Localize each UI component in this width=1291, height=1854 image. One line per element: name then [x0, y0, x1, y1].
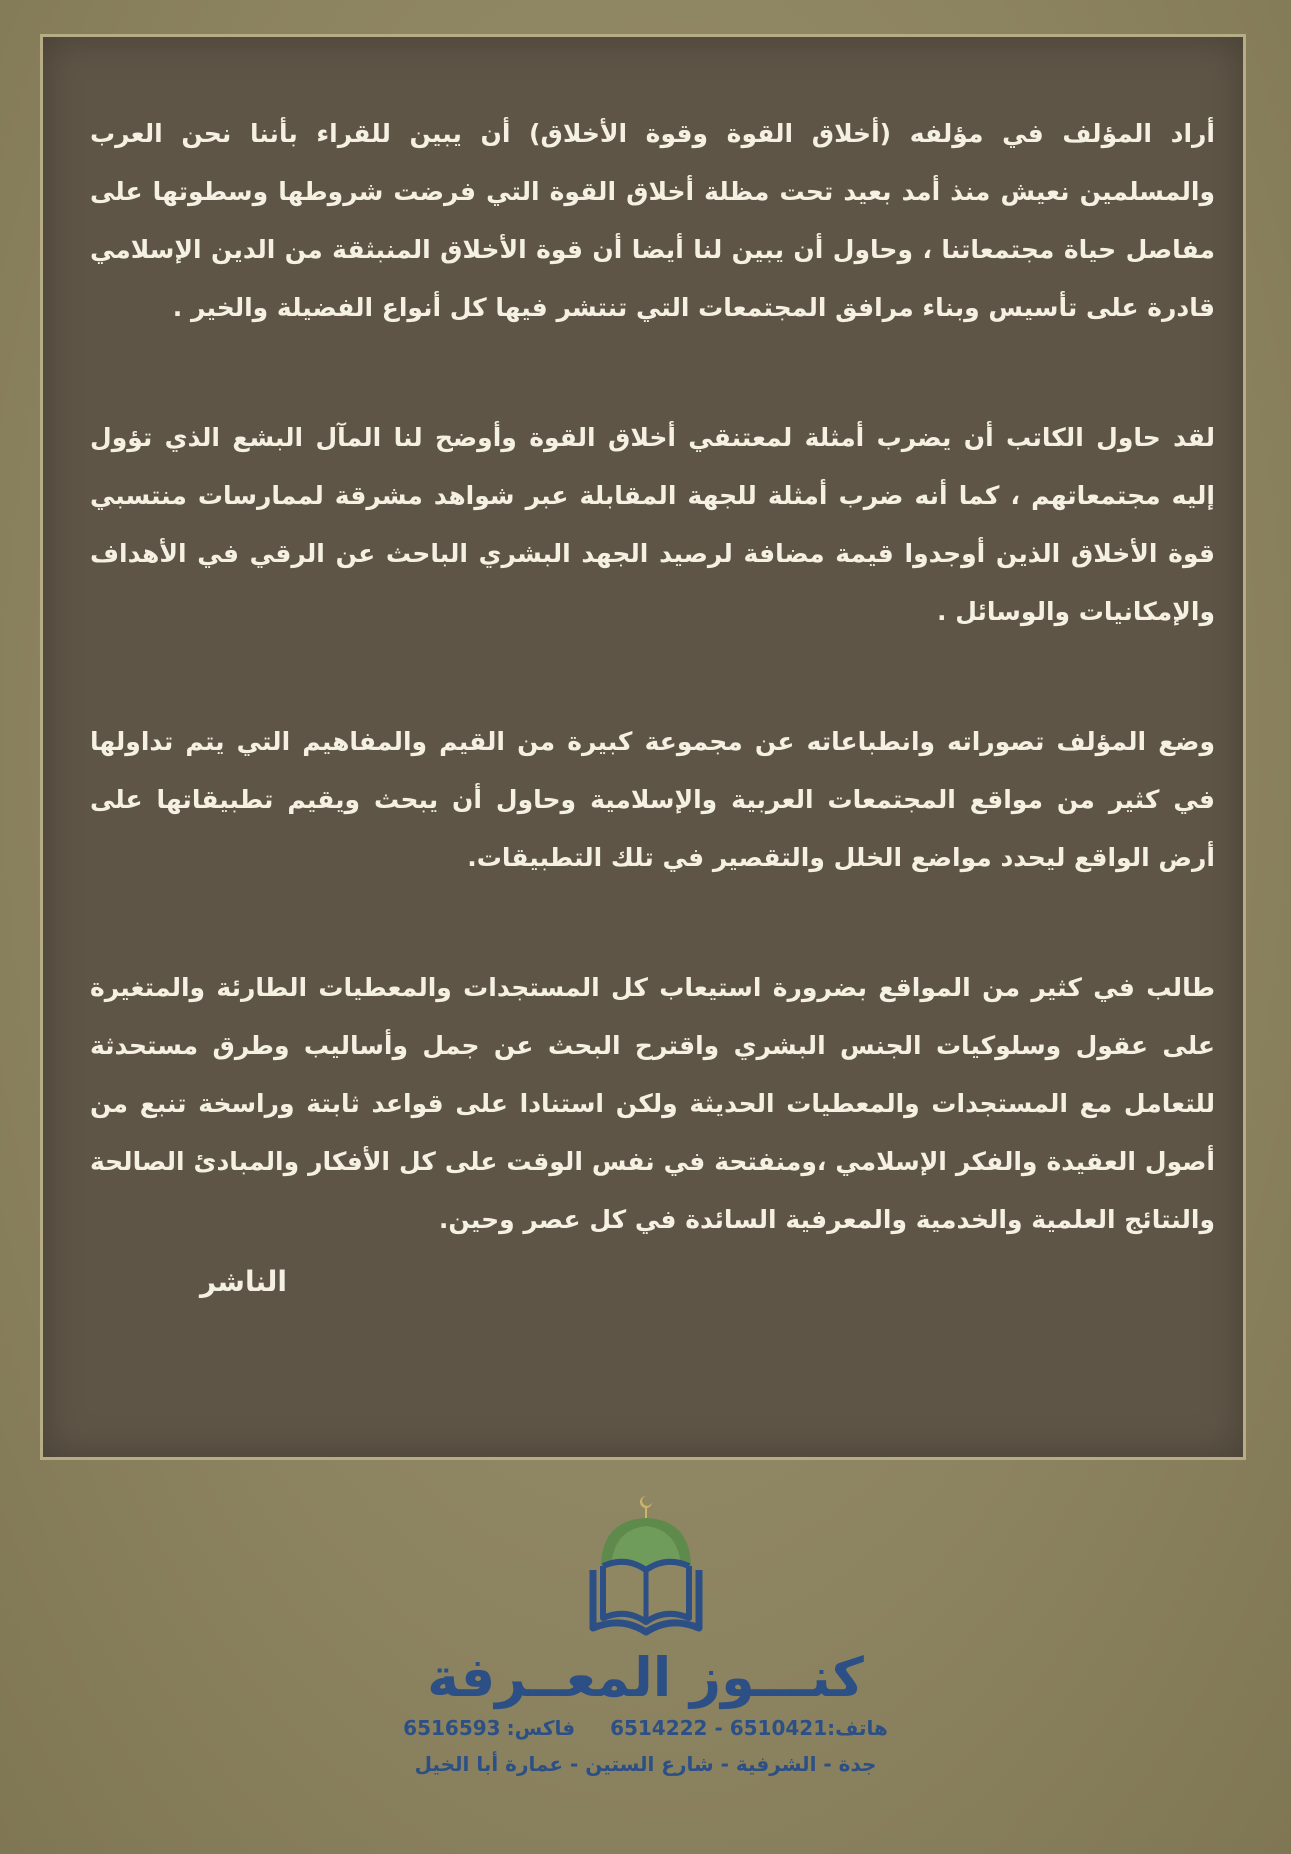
blurb-paragraph-1: أراد المؤلف في مؤلفه (أخلاق القوة وقوة الأخلاق) أن يبين للقراء بأننا نحن العرب والمسلمين نعيش منذ أمد بعيد تحت مظلة أخلاق القوة التي فرضت شروطها وسطوتها على مفاصل حياة مجتمعاتنا ، وحاول أن يبين لنا أيضا أن قوة الأخلاق المنبثقة من الدين الإسلامي قادرة على تأسيس وبناء مرافق المجتمعات التي تنتشر فيها كل أنواع الفضيلة والخير .	[90, 119, 1215, 322]
open-book-dome-icon	[571, 1490, 721, 1640]
blurb-paragraph-4: طالب في كثير من المواقع بضرورة استيعاب كل المستجدات والمعطيات الطارئة والمتغيرة على عقول وسلوكيات الجنس البشري واقترح البحث عن جمل وأساليب وطرق مستحدثة للتعامل مع المستجدات والمعطيات الحديثة ولكن استنادا على قواعد ثابتة وراسخة تنبع من أصول العقيدة والفكر الإسلامي ،ومنفتحة في نفس الوقت على كل الأفكار والمبادئ الصالحة والنتائج العلمية والخدمية والمعرفية السائدة في كل عصر وحين.	[90, 973, 1215, 1234]
publisher-name: كنـــوز المعــرفة	[427, 1646, 864, 1709]
publisher-logo	[0, 1490, 1291, 1782]
phone-label	[610, 1716, 888, 1740]
phone-numbers: 6510421 - 6514222	[610, 1716, 828, 1740]
publisher-phone-line	[0, 1710, 1291, 1746]
fax-number: 6516593	[403, 1716, 501, 1740]
publisher-signature: الناشر	[200, 1265, 288, 1298]
phone-label-text: هاتف:	[827, 1716, 888, 1740]
publisher-address: جدة - الشرفية - شارع الستين - عمارة أبا الخيل	[414, 1752, 877, 1776]
blurb-paragraph-2: لقد حاول الكاتب أن يضرب أمثلة لمعتنقي أخلاق القوة وأوضح لنا المآل البشع الذي تؤول إليه مجتمعاتهم ، كما أنه ضرب أمثلة للجهة المقابلة عبر شواهد مشرقة لممارسات منتسبي قوة الأخلاق الذين أوجدوا قيمة مضافة لرصيد الجهد البشري الباحث عن الرقي في الأهداف والإمكانيات والوسائل .	[90, 423, 1215, 626]
blurb-text	[90, 105, 1215, 1321]
fax-label	[403, 1716, 575, 1740]
fax-label-text: فاكس:	[506, 1716, 576, 1740]
blurb-paragraph-3: وضع المؤلف تصوراته وانطباعاته عن مجموعة كبيرة من القيم والمفاهيم التي يتم تداولها في كثير من مواقع المجتمعات العربية والإسلامية وحاول أن يبحث ويقيم تطبيقاتها على أرض الواقع ليحدد مواضع الخلل والتقصير في تلك التطبيقات.	[90, 727, 1215, 872]
